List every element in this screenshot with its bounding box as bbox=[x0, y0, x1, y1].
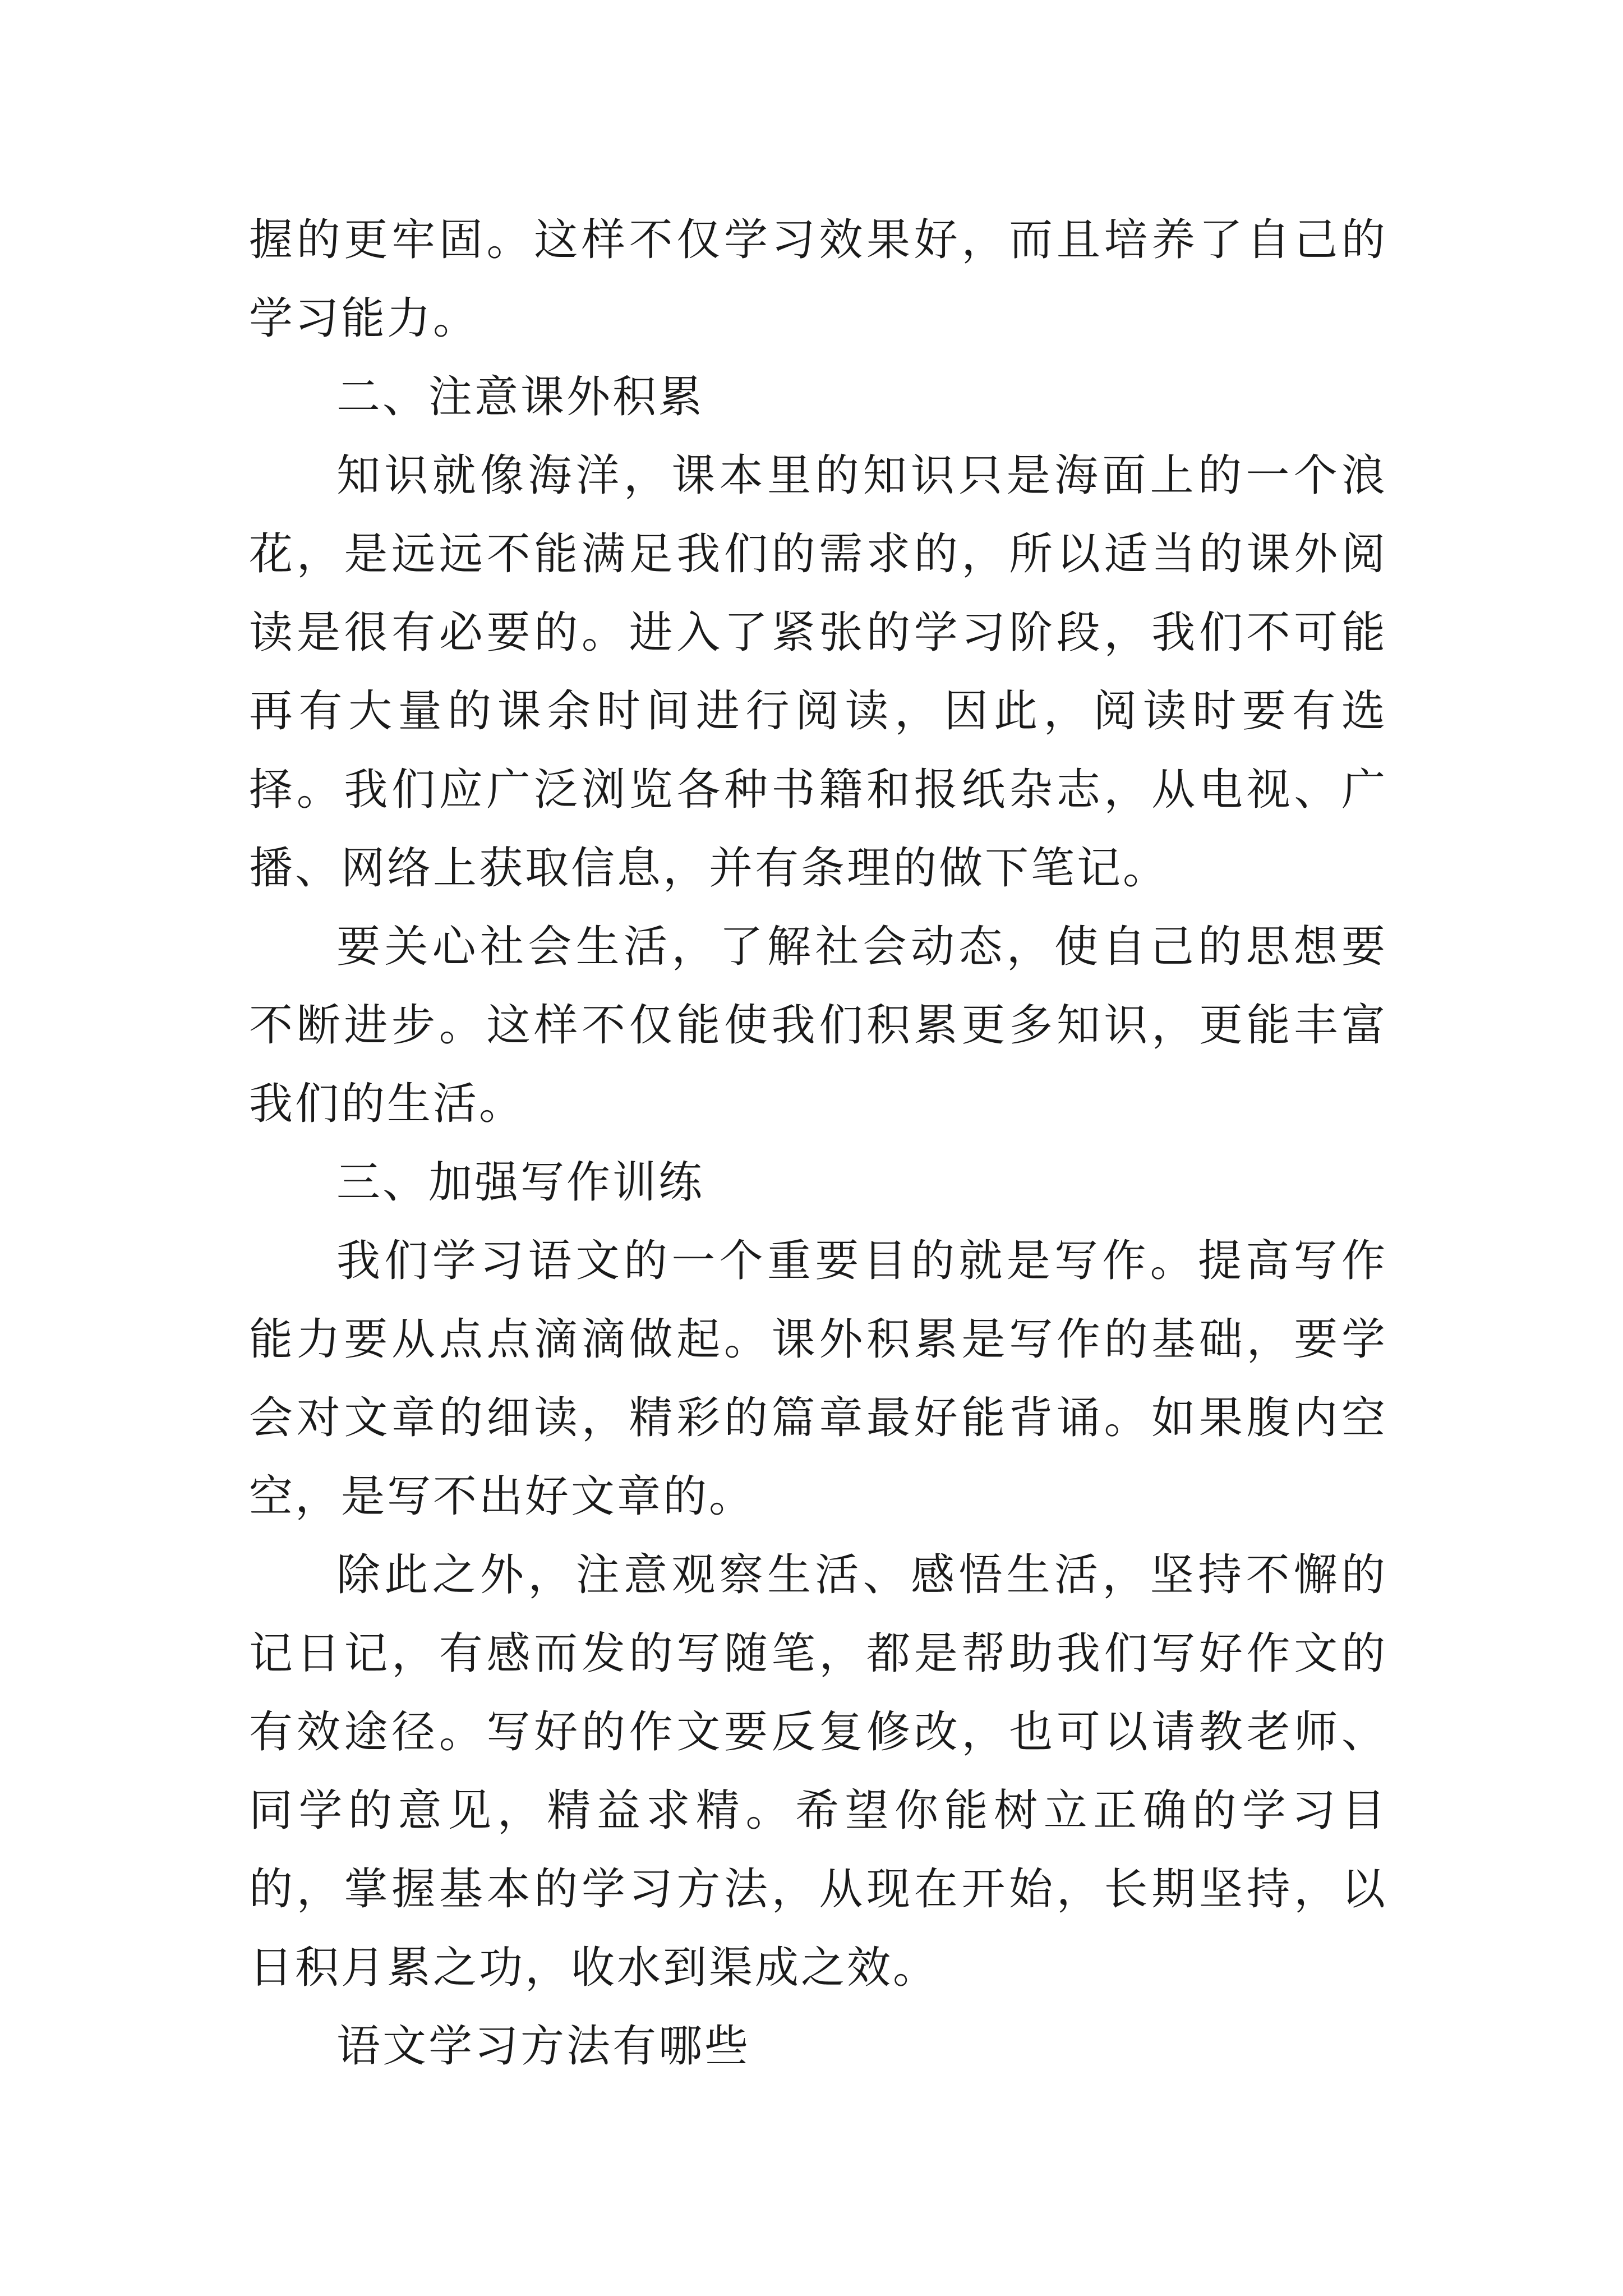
document-body bbox=[249, 201, 1387, 2086]
paragraph-extracurricular: 知识就像海洋，课本里的知识只是海面上的一个浪花，是远远不能满足我们的需求的，所以适当的课外阅读是很有必要的。进入了紧张的学习阶段，我们不可能再有大量的课余时间进行阅读，因此，阅读时要有选择。我们应广泛浏览各种书籍和报纸杂志，从电视、广播、网络上获取信息，并有条理的做下笔记。 bbox=[249, 450, 1387, 894]
paragraph-society: 要关心社会生活，了解社会动态，使自己的思想要不断进步。这样不仅能使我们积累更多知识，更能丰富我们的生活。 bbox=[249, 922, 1387, 1129]
paragraph-continuation: 握的更牢固。这样不仅学习效果好，而且培养了自己的学习能力。 bbox=[249, 215, 1387, 344]
section-heading-2: 二、注意课外积累 bbox=[336, 372, 705, 422]
paragraph-writing-goal: 我们学习语文的一个重要目的就是写作。提高写作能力要从点点滴滴做起。课外积累是写作的基础，要学会对文章的细读，精彩的篇章最好能背诵。如果腹内空空，是写不出好文章的。 bbox=[249, 1236, 1387, 1522]
section-heading-methods: 语文学习方法有哪些 bbox=[336, 2021, 751, 2072]
section-heading-3: 三、加强写作训练 bbox=[336, 1157, 705, 1208]
paragraph-writing-practice: 除此之外，注意观察生活、感悟生活，坚持不懈的记日记，有感而发的写随笔，都是帮助我们写好作文的有效途径。写好的作文要反复修改，也可以请教老师、同学的意见，精益求精。希望你能树立正确的学习目的，掌握基本的学习方法，从现在开始，长期坚持，以日积月累之功，收水到渠成之效。 bbox=[249, 1550, 1387, 1993]
